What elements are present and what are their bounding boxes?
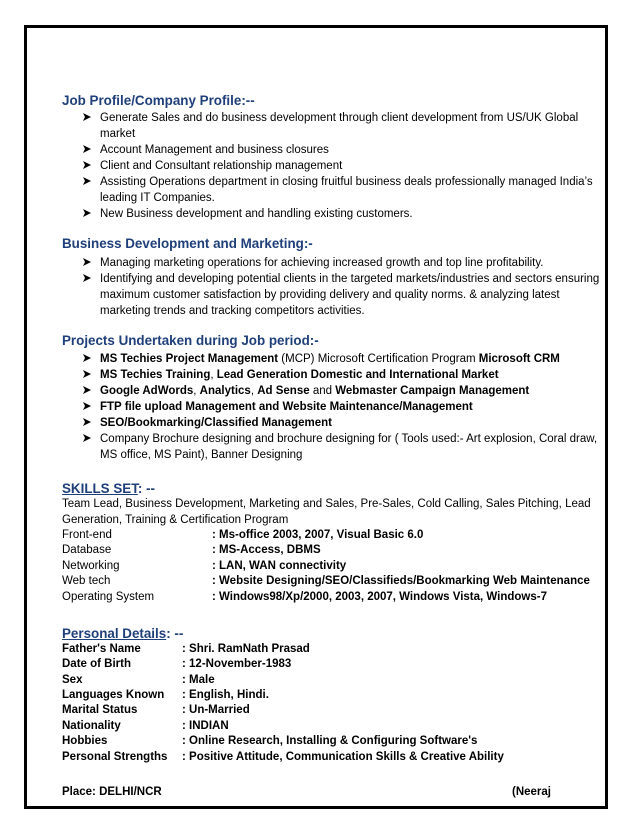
plain-text: , (193, 385, 200, 397)
skill-label: Web tech (62, 575, 111, 587)
bold-text: Webmaster Campaign Management (335, 385, 530, 397)
personal-value: : Online Research, Installing & Configuring Software's (182, 735, 478, 747)
skill-label: Database (62, 544, 112, 556)
skill-value: : LAN, WAN connectivity (212, 560, 347, 572)
arrow-bullet-icon (82, 271, 96, 287)
bold-text: Analytics (199, 385, 251, 397)
personal-label: Personal Strengths (62, 751, 168, 763)
skill-value: : Windows98/Xp/2000, 2003, 2007, Windows Vista, Windows-7 (212, 591, 547, 603)
personal-label: Hobbies (62, 735, 108, 747)
arrow-bullet-icon (82, 399, 96, 415)
arrow-bullet-icon (82, 415, 96, 431)
skill-value: : MS-Access, DBMS (212, 544, 321, 556)
list-item-text: Assisting Operations department in closing fruitful business deals professionally managed India’s leading IT Companies. (100, 176, 593, 204)
bold-text: Google AdWords (100, 385, 194, 397)
skills-heading-text: SKILLS SET (62, 481, 138, 496)
personal-label: Sex (62, 674, 83, 686)
arrow-bullet-icon (82, 351, 96, 367)
arrow-bullet-icon (82, 142, 96, 158)
list-item (82, 158, 602, 174)
job-profile-heading: Job Profile/Company Profile:-- (62, 93, 255, 108)
list-item (82, 383, 602, 399)
list-item-text: FTP file upload Management and Website Maintenance/Management (100, 401, 473, 413)
arrow-bullet-icon (82, 174, 96, 190)
list-item (82, 367, 602, 383)
personal-heading-suffix: : -- (166, 626, 184, 641)
arrow-bullet-icon (82, 255, 96, 271)
arrow-bullet-icon (82, 206, 96, 222)
arrow-bullet-icon (82, 383, 96, 399)
plain-text: , (250, 385, 258, 397)
list-item-text (100, 367, 600, 383)
personal-value: : Shri. RamNath Prasad (182, 643, 310, 655)
plain-text: , (210, 369, 217, 381)
personal-label: Marital Status (62, 704, 138, 716)
personal-label: Languages Known (62, 689, 165, 701)
list-item (82, 399, 602, 415)
arrow-bullet-icon (82, 158, 96, 174)
projects-heading: Projects Undertaken during Job period:- (62, 333, 319, 348)
bold-text: Lead Generation Domestic and International Market (216, 369, 499, 381)
personal-label: Father's Name (62, 643, 141, 655)
skills-summary-line: Generation, Training & Certification Program (62, 514, 289, 526)
plain-text: (MCP) Microsoft Certification Program (278, 353, 479, 365)
arrow-bullet-icon (82, 367, 96, 383)
personal-value: : Un-Married (182, 704, 250, 716)
skills-heading (62, 481, 155, 496)
footer-name: (Neeraj (512, 786, 551, 798)
personal-label: Date of Birth (62, 658, 131, 670)
bold-text: MS Techies Training (100, 369, 211, 381)
list-item (82, 271, 602, 319)
list-item (82, 110, 602, 142)
list-item-text: SEO/Bookmarking/Classified Management (100, 417, 332, 429)
list-item (82, 206, 602, 222)
list-item (82, 142, 602, 158)
list-item-text (100, 351, 600, 367)
list-item-text: Account Management and business closures (100, 144, 329, 156)
personal-value: : English, Hindi. (182, 689, 269, 701)
skill-value: : Ms-office 2003, 2007, Visual Basic 6.0 (212, 529, 424, 541)
arrow-bullet-icon (82, 431, 96, 447)
list-item (82, 174, 602, 206)
skill-label: Operating System (62, 591, 155, 603)
personal-heading-text: Personal Details (62, 626, 167, 641)
skills-summary-line: Team Lead, Business Development, Marketing and Sales, Pre-Sales, Cold Calling, Sales Pitching, Lead (62, 498, 591, 510)
list-item (82, 431, 602, 463)
list-item-text (100, 383, 600, 399)
list-item-text: Generate Sales and do business development through client development from US/UK Global market (100, 112, 579, 140)
skills-heading-suffix: : -- (137, 481, 155, 496)
personal-value: : Positive Attitude, Communication Skills & Creative Ability (182, 751, 504, 763)
list-item (82, 255, 602, 271)
personal-value: : 12-November-1983 (182, 658, 292, 670)
bold-text: Microsoft CRM (478, 353, 560, 365)
footer-place: Place: DELHI/NCR (62, 786, 162, 798)
skill-label: Front-end (62, 529, 112, 541)
skill-label: Networking (62, 560, 120, 572)
business-development-heading: Business Development and Marketing:- (62, 236, 313, 251)
arrow-bullet-icon (82, 110, 96, 126)
list-item (82, 351, 602, 367)
list-item-text: New Business development and handling existing customers. (100, 208, 413, 220)
bold-text: MS Techies Project Management (100, 353, 279, 365)
personal-label: Nationality (62, 720, 121, 732)
plain-text: and (309, 385, 336, 397)
list-item-text: Identifying and developing potential clients in the targeted markets/industries and sectors ensuring maximum customer satisfaction by providing delivery and quality norms. & analyzing latest marketing trends and tracking competitors activities. (100, 273, 600, 317)
list-item-text: Managing marketing operations for achieving increased growth and top line profitability. (100, 257, 544, 269)
personal-value: : INDIAN (182, 720, 229, 732)
personal-value: : Male (182, 674, 215, 686)
skill-value: : Website Designing/SEO/Classifieds/Bookmarking Web Maintenance (212, 575, 590, 587)
bold-text: Ad Sense (257, 385, 310, 397)
list-item-text: Company Brochure designing and brochure designing for ( Tools used:- Art explosion, Coral draw, MS office, MS Paint), Banner Designing (100, 433, 598, 461)
personal-details-heading (62, 626, 183, 641)
list-item (82, 415, 602, 431)
list-item-text: Client and Consultant relationship management (100, 160, 343, 172)
